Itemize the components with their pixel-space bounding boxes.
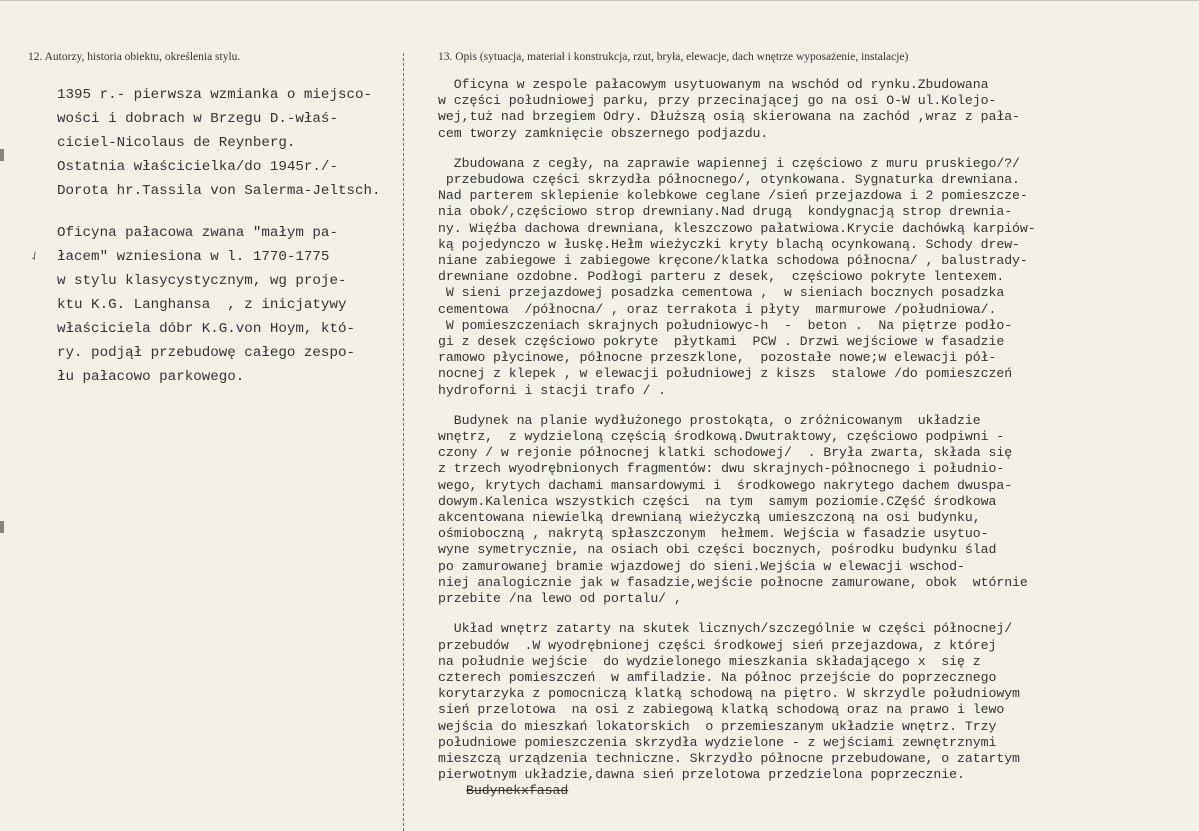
- right-line: niej analogicznie jak w fasadzie,wejście połnocne zamurowane, obok wtórnie: [438, 574, 1028, 590]
- section-12-header: 12. Autorzy, historia obiektu, określenia stylu.: [28, 51, 241, 63]
- punch-mark: [0, 149, 4, 161]
- right-line: czterech pomieszczeń w amfiladzie. Na północ przejście do poprzecznego: [438, 669, 997, 685]
- right-line: wyne symetrycznie, na osiach obi części bocznych, pośrodku budynku ślad: [438, 542, 997, 558]
- right-line: akcentowana niewielką drewnianą wieżyczką umieszczoną na osi budynku,: [438, 510, 981, 526]
- right-line: przebudów .W wyodrębnionej części środkowej sień przejazdowa, z której: [438, 637, 997, 653]
- paragraph-form: [438, 413, 1198, 607]
- paragraph-materials: [438, 156, 1198, 399]
- right-line: przebudowa części skrzydła północnego/, otynkowana. Sygnaturka drewniana.: [438, 172, 1020, 188]
- left-line: Ostatnia właścicielka/do 1945r./-: [57, 159, 338, 175]
- right-line: cementowa /północna/ , oraz terrakota i płyty marmurowe /południowa/.: [438, 301, 997, 317]
- left-line: w stylu klasycystycznym, wg proje-: [57, 273, 347, 289]
- left-line: łacem" wzniesiona w l. 1770-1775: [57, 249, 330, 265]
- right-line: z trzech wyodrębnionych fragmentów: dwu skrajnych-północnego i południo-: [438, 461, 1005, 477]
- right-line: wejścia do mieszkań lokatorskich o przemieszanym układzie wnętrz. Trzy: [438, 718, 997, 734]
- right-line: ośmioboczną , nakrytą spłaszczonym hełmem. Wejścia w fasadzie usytuo-: [438, 526, 989, 542]
- right-line: W sieni przejazdowej posadzka cementowa , w sieniach bocznych posadzka: [438, 285, 1005, 301]
- right-line: południowe pomieszczenia skrzydła wydzielone - z wejściami zewnętrznymi: [438, 734, 997, 750]
- right-line: po zamurowanej bramie wjazdowej do sieni.Wejścia w elewacji wschod-: [438, 558, 965, 574]
- column-divider: [403, 53, 404, 831]
- right-line: W pomieszczeniach skrajnych południowyc-h - beton . Na piętrze podło-: [438, 317, 1013, 333]
- right-line: ramowo płycinowe, północne przeszklone, pozostałe nowe;w elewacji pół-: [438, 350, 997, 366]
- right-line: ny. Więźba dachowa drewniana, kleszczowo pałatwiowa.Krycie dachówką karpiów-: [438, 220, 1036, 236]
- right-line: nia obok/,częściowo strop drewniany.Nad drugą kondygnacją strop drewnia-: [438, 204, 1013, 220]
- right-line: gi z desek częściowo pokryte płytkami PCW . Drzwi wejściowe w fasadzie: [438, 334, 1005, 350]
- right-line: Układ wnętrz zatarty na skutek licznych/szczególnie w części północnej/: [438, 621, 1013, 637]
- punch-mark: [0, 521, 4, 533]
- right-line: drewniane ozdobne. Podłogi parteru z desek, częściowo pokryte lentexem.: [438, 269, 1005, 285]
- description-column: [438, 77, 1198, 800]
- right-line: cem tworzy zamknięcie obszernego podjazdu.: [438, 125, 769, 141]
- paragraph-interior: [438, 621, 1198, 799]
- right-line: Oficyna w zespole pałacowym usytuowanym na wschód od rynku.Zbudowana: [438, 77, 989, 92]
- right-line: pierwotnym układzie,dawna sień przelotowa przedzielona poprzecznie.: [438, 767, 965, 783]
- right-line: Budynek na planie wydłużonego prostokąta, o zróżnicowanym układzie: [438, 412, 981, 428]
- right-line: Zbudowana z cegły, na zaprawie wapiennej i częściowo z muru pruskiego/?/: [438, 155, 1020, 171]
- right-line: dowym.Kalenica wszystkich części na tym samym poziomie.CZęść środkowa: [438, 493, 997, 509]
- right-line: wej,tuż nad brzegiem Odry. Dłuższą osią skierowana na zachód ,wraz z pała-: [438, 109, 1020, 125]
- right-line: wego, krytych dachami mansardowymi i środkowego nakrytego dachem dwuspa-: [438, 477, 1013, 493]
- right-line: sień przelotowa na osi z zabiegową klatką schodową oraz na prawo i lewo: [438, 702, 1005, 718]
- left-line: ktu K.G. Langhansa , z inicjatywy: [57, 297, 347, 313]
- right-line: niane zabiegowe i zabiegowe kręcone/klatka schodowa północna/ , balustrady-: [438, 253, 1028, 269]
- right-line: Nad parterem sklepienie kolebkowe ceglane /sień przejazdowa i 2 pomieszcze-: [438, 188, 1028, 204]
- left-line: ciciel-Nicolaus de Reynberg.: [57, 135, 296, 151]
- left-line: Dorota hr.Tassila von Salerma-Jeltsch.: [57, 183, 381, 199]
- right-line: nocnej z klepek , w elewacji południowej z kiszs stalowe /do pomieszczeń: [438, 366, 1013, 382]
- left-line: łu pałacowo parkowego.: [57, 369, 245, 385]
- right-line: ką pojedynczo w łuskę.Hełm wieżyczki kryty blachą ocynkowaną. Schody drew-: [438, 236, 1020, 252]
- right-line: korytarzyka z pomocniczą klatką schodową na piętro. W skrzydle południowym: [438, 686, 1020, 702]
- right-line: w części południowej parku, przy przecinającej go na osi O-W ul.Kolejo-: [438, 93, 997, 109]
- left-line: Oficyna pałacowa zwana "małym pa-: [57, 225, 338, 241]
- pencil-tick-mark: ✓: [26, 247, 43, 265]
- left-line: wości i dobrach w Brzegu D.-właś-: [57, 111, 338, 127]
- right-line: wnętrz, z wydzieloną częścią środkową.Dwutraktowy, częściowo podpiwni -: [438, 429, 1005, 445]
- left-line: właściciela dóbr K.G.von Hoym, któ-: [57, 321, 355, 337]
- right-line: mieszczą urządzenia techniczne. Skrzydło północne przebudowane, o zatartym: [438, 750, 1020, 766]
- right-line: hydroforni i stacji trafo / .: [438, 382, 667, 398]
- authors-history-column: [57, 83, 403, 389]
- left-line: ry. podjął przebudowę całego zespo-: [57, 345, 355, 361]
- left-line: 1395 r.- pierwsza wzmianka o miejsco-: [57, 87, 373, 103]
- section-13-header: 13. Opis (sytuacja, materiał i konstrukcja, rzut, bryła, elewacje, dach wnętrze wyposażenie, instalacje): [438, 51, 909, 63]
- right-line: przebite /na lewo od portalu/ ,: [438, 591, 682, 607]
- struck-out-word: Budynekxfasad: [466, 783, 569, 799]
- right-line: czony / w rejonie północnej klatki schodowej/ . Bryła zwarta, składa się: [438, 445, 1013, 461]
- paragraph-location: [438, 77, 1198, 142]
- right-line: na południe wejście do wydzielonego mieszkania składającego x się z: [438, 653, 981, 669]
